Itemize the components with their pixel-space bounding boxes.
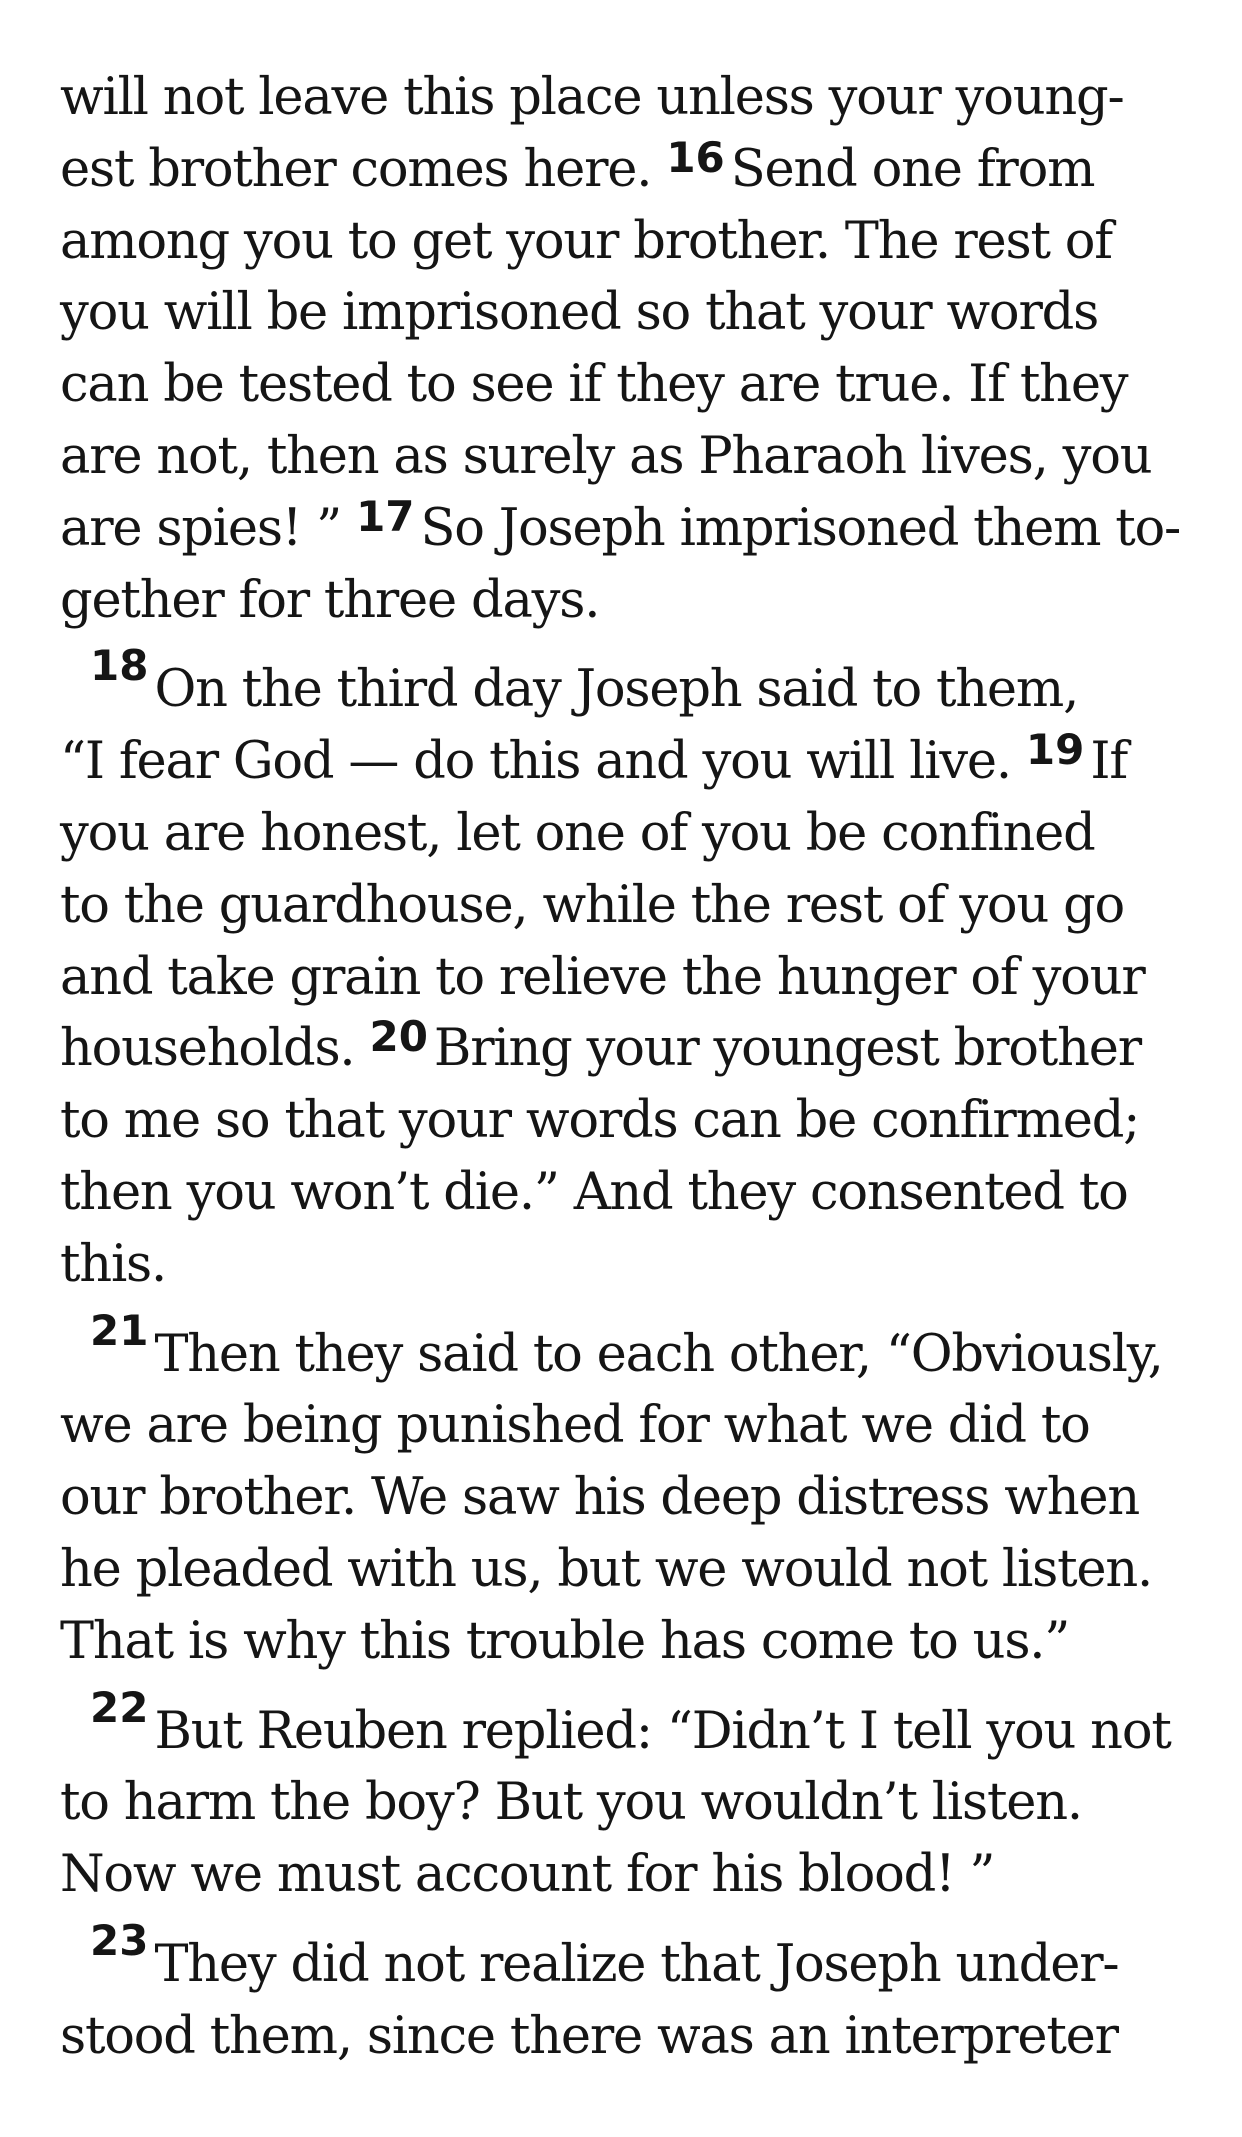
verse-text: you are honest, let one of you be confined [60, 803, 1095, 863]
verse-text: Then they said to each other, “Obviously, [154, 1324, 1163, 1384]
verse-text: to harm the boy? But you wouldn’t listen. [60, 1773, 1082, 1833]
text-line [60, 798, 1200, 870]
verse-text: you will be imprisoned so that your words [60, 283, 1099, 343]
verse-text: are not, then as surely as Pharaoh lives, you [60, 426, 1152, 486]
verse-text: stood them, since there was an interpreter [60, 2006, 1118, 2066]
text-line [60, 565, 1200, 637]
verse-text: are spies! ” [60, 498, 357, 558]
verse-text: gether for three days. [60, 570, 600, 630]
text-line [60, 1013, 1200, 1085]
verse-text: Send one from [730, 139, 1095, 199]
text-line [60, 1085, 1200, 1157]
text-line [60, 1767, 1200, 1839]
text-line [60, 1462, 1200, 1534]
text-line [60, 942, 1200, 1014]
verse-text: “I fear God — do this and you will live. [60, 732, 1026, 792]
text-line [60, 1606, 1200, 1678]
verse-text: can be tested to see if they are true. If they [60, 355, 1128, 415]
text-line [60, 870, 1200, 942]
text-line [60, 349, 1200, 421]
verse-text: we are being punished for what we did to [60, 1396, 1090, 1456]
verse-text: On the third day Joseph said to them, [154, 660, 1079, 720]
verse-number: 18 [90, 641, 149, 691]
verse-text: our brother. We saw his deep distress when [60, 1468, 1139, 1528]
text-line [60, 1839, 1200, 1911]
text-line [60, 1157, 1200, 1229]
verse-text: But Reuben replied: “Didn’t I tell you not [154, 1701, 1171, 1761]
verse-number: 21 [90, 1305, 149, 1355]
text-line [60, 206, 1200, 278]
verse-text: then you won’t die.” And they consented to [60, 1162, 1128, 1222]
verse-number: 22 [90, 1682, 149, 1732]
verse-number: 20 [369, 1012, 428, 1062]
verse-number: 17 [356, 491, 415, 541]
verse-text: So Joseph imprisoned them to- [420, 498, 1181, 558]
verse-text: If [1090, 732, 1127, 792]
text-line [60, 1229, 1200, 1301]
text-line [60, 1534, 1200, 1606]
text-line [60, 493, 1200, 565]
verse-text: Now we must account for his blood! ” [60, 1845, 995, 1905]
reading-page [60, 62, 1200, 2073]
verse-text: among you to get your brother. The rest of [60, 211, 1112, 271]
scripture-passage [60, 62, 1200, 2073]
text-line [60, 277, 1200, 349]
verse-text: will not leave this place unless your young- [60, 68, 1124, 127]
text-line [60, 726, 1200, 798]
text-line [60, 62, 1200, 134]
text-line [60, 421, 1200, 493]
text-line [60, 1390, 1200, 1462]
verse-number: 19 [1025, 725, 1085, 775]
verse-number: 23 [90, 1915, 149, 1965]
verse-text: this. [60, 1234, 167, 1294]
verse-text: est brother comes here. [60, 139, 667, 199]
verse-text: and take grain to relieve the hunger of your [60, 947, 1145, 1007]
verse-number: 16 [666, 132, 725, 182]
verse-text: They did not realize that Joseph under- [154, 1934, 1119, 1994]
paragraph-first-line [60, 1305, 1200, 1391]
verse-text: That is why this trouble has come to us.” [60, 1611, 1070, 1671]
verse-text: to the guardhouse, while the rest of you go [60, 875, 1125, 935]
verse-text: he pleaded with us, but we would not listen. [60, 1539, 1153, 1599]
paragraph-first-line [60, 1682, 1200, 1768]
verse-text: to me so that your words can be confirmed; [60, 1091, 1140, 1151]
verse-text: Bring your youngest brother [433, 1019, 1141, 1079]
verse-text: households. [60, 1019, 370, 1079]
paragraph-first-line [60, 1915, 1200, 2001]
text-line [60, 134, 1200, 206]
text-line [60, 2001, 1200, 2073]
paragraph-first-line [60, 641, 1200, 726]
